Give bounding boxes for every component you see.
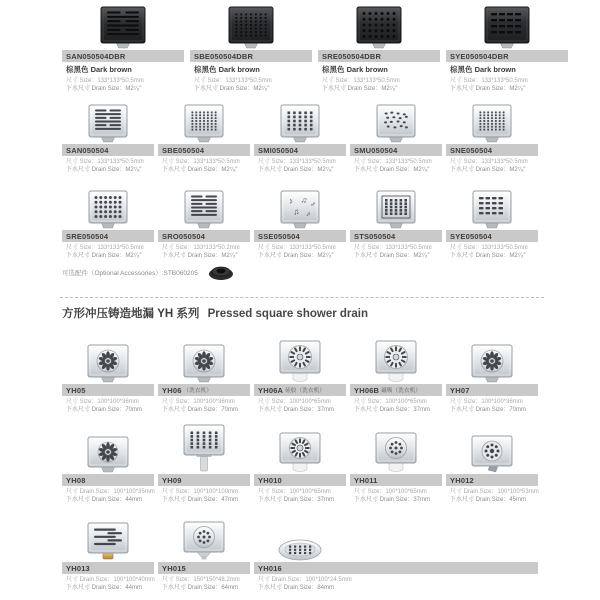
product-code: SSE050504 [258,231,300,241]
product-code: YH09 [162,475,182,485]
product-drain-size: 下水尺寸 Drain Size：70mm [66,407,143,413]
product-specs [318,75,440,93]
product-drain-size: 下水尺寸 Drain Size：M2⁷⁄₈″ [354,253,430,259]
product-card [62,516,154,592]
product-card [62,336,154,414]
product-code-bar [350,230,442,242]
product-specs [62,486,154,504]
product-image [254,100,346,144]
product-card [446,422,538,504]
stainless-row-1 [62,100,538,174]
product-specs [62,242,154,260]
product-code: YH012 [450,475,474,485]
product-code: SRE050504 [66,231,109,241]
product-size: 尺寸 Size：133*133*50.5mm [450,159,528,165]
product-code-bar [254,230,346,242]
product-card [158,422,250,504]
product-image [446,336,538,384]
product-code-bar [254,384,346,396]
section-divider [60,297,544,298]
product-code-bar [446,50,568,62]
product-image [350,336,442,384]
product-card [350,422,442,504]
product-card [350,186,442,260]
product-card [350,336,442,414]
yh-section-title-cn: 方形冲压铸造地漏 YH 系列 [62,308,200,320]
product-code-bar [446,384,538,396]
product-code-bar [158,474,250,486]
product-code: STS050504 [354,231,396,241]
stainless-row-2 [62,186,538,260]
product-drain-size: 下水尺寸 Drain Size：M2⁷⁄₈″ [322,86,398,92]
product-card [350,100,442,174]
product-card [62,186,154,260]
product-code: YH016 [258,563,282,573]
product-specs [254,396,346,414]
product-code: SAN050504 [66,145,109,155]
product-image [254,336,346,384]
product-specs [62,75,184,93]
product-specs [254,574,538,592]
product-code: SYE050504 [450,231,492,241]
product-size: 尺寸 Size：150*150*48.2mm [162,577,240,583]
product-specs [190,75,312,93]
product-card [318,4,440,93]
product-code: YH06 [162,385,182,395]
product-color-note: 棕黑色 Dark brown [194,65,260,74]
dark-brown-row [62,4,568,93]
product-specs [350,486,442,504]
product-code-bar [446,230,538,242]
product-size: 尺寸 Drain Size：100*100*53mm [450,489,539,495]
product-size: 尺寸 Size：100*100*65mm [258,489,331,495]
product-size: 尺寸 Size：133*133*50.5mm [66,159,144,165]
product-code: YH06A [258,385,284,395]
product-size: 尺寸 Size：133*133*50.5mm [354,245,432,251]
svg-text:♪: ♪ [287,195,295,206]
product-image [318,4,440,50]
product-image [158,336,250,384]
product-specs [446,242,538,260]
product-size: 尺寸 Size：133*133*50.5mm [450,245,528,251]
product-image [62,186,154,230]
product-image [158,516,250,562]
product-drain-size: 下水尺寸 Drain Size：64mm [162,585,239,591]
product-size: 尺寸 Size：133*133*50.5mm [162,159,240,165]
product-image [350,422,442,474]
product-code-bar [158,562,250,574]
product-size: 尺寸 Size：133*133*50.5mm [258,245,336,251]
product-size: 尺寸 Size：100*100*65mm [258,399,331,405]
product-specs [446,486,538,504]
product-image [62,516,154,562]
product-specs [158,486,250,504]
product-code-bar [190,50,312,62]
optional-accessories-label: 可选配件（Optional Accessories）:STB060205 [62,269,198,277]
product-image [446,100,538,144]
product-image [254,422,346,474]
yh-row-3 [62,516,538,592]
product-specs [350,156,442,174]
product-specs [254,242,346,260]
product-code-bar [446,474,538,486]
yh-section-title-en: Pressed square shower drain [207,308,369,320]
product-card [446,336,538,414]
product-drain-size: 下水尺寸 Drain Size：M2⁷⁄₈″ [354,167,430,173]
product-drain-size: 下水尺寸 Drain Size：M2⁷⁄₈″ [258,167,334,173]
product-code-bar [62,474,154,486]
product-drain-size: 下水尺寸 Drain Size：37mm [354,497,431,503]
product-size: 尺寸 Size：133*133*50.5mm [322,78,400,84]
product-specs [62,396,154,414]
product-code-bar [62,384,154,396]
product-image [158,186,250,230]
product-code-suffix: 磁吸（洗衣机） [381,388,422,394]
yh-row-2 [62,422,538,504]
product-specs [158,242,250,260]
product-drain-size: 下水尺寸 Drain Size：37mm [258,407,335,413]
product-drain-size: 下水尺寸 Drain Size：70mm [162,407,239,413]
product-code-bar [350,144,442,156]
product-code-bar [62,144,154,156]
product-code: SAN050504DBR [66,51,126,61]
product-code: YH011 [354,475,378,485]
product-specs [62,156,154,174]
product-image [254,516,346,562]
product-image [190,4,312,50]
product-code-bar [254,562,538,574]
product-size: 尺寸 Size：100*100*36mm [450,399,523,405]
product-drain-size: 下水尺寸 Drain Size：M2⁷⁄₈″ [450,253,526,259]
product-drain-size: 下水尺寸 Drain Size：M2⁷⁄₈″ [66,167,142,173]
product-size: 尺寸 Size：133*133*50.5mm [194,78,272,84]
product-card [158,186,250,260]
product-code: YH015 [162,563,186,573]
product-image [446,186,538,230]
svg-text:♫: ♫ [292,206,300,217]
product-size: 尺寸 Size：133*133*50.5mm [450,78,528,84]
product-specs [158,156,250,174]
product-code-bar [158,144,250,156]
product-image [62,422,154,474]
product-specs [254,156,346,174]
product-image [350,186,442,230]
product-code-suffix: 硅胶（洗衣机） [285,388,326,394]
product-code: YH08 [66,475,86,485]
product-card [254,516,538,592]
product-image [62,336,154,384]
product-image [158,422,250,474]
yh-section-title [62,305,368,321]
product-color-note: 棕黑色 Dark brown [66,65,132,74]
product-size: 尺寸 Size：133*133*50.5mm [354,159,432,165]
product-card [62,4,184,93]
optional-accessories-line [62,262,236,282]
product-specs [158,574,250,592]
product-code: SRO050504 [162,231,206,241]
product-drain-size: 下水尺寸 Drain Size：84mm [258,585,335,591]
product-code-bar [446,144,538,156]
product-size: 尺寸 Size：100*100*36mm [162,399,235,405]
product-specs [446,396,538,414]
product-code-suffix: （洗衣机） [183,388,213,394]
product-code-bar [254,144,346,156]
product-size: 尺寸 Size：100*100*36mm [66,399,139,405]
product-size: 尺寸 Size：133*133*50.2mm [162,245,240,251]
product-card [158,100,250,174]
product-card [254,100,346,174]
product-size: 尺寸 Drain Size：100*100*24.5mm [258,577,352,583]
product-drain-size: 下水尺寸 Drain Size：70mm [450,407,527,413]
product-code: SRE050504DBR [322,51,382,61]
product-size: 尺寸 Drain Size：100*100*40mm [66,577,155,583]
product-image [62,100,154,144]
product-code: SBE050504 [162,145,205,155]
product-image [446,4,568,50]
product-size: 尺寸 Size：133*133*50.5mm [258,159,336,165]
product-drain-size: 下水尺寸 Drain Size：45mm [450,497,527,503]
product-card [190,4,312,93]
product-drain-size: 下水尺寸 Drain Size：M2⁷⁄₈″ [450,167,526,173]
product-size: 尺寸 Size：100*100*65mm [354,489,427,495]
product-specs [158,396,250,414]
product-drain-size: 下水尺寸 Drain Size：44mm [66,497,143,503]
product-specs [254,486,346,504]
product-card [158,516,250,592]
product-specs [446,156,538,174]
product-code-bar [350,474,442,486]
product-code: YH010 [258,475,282,485]
product-code: YH05 [66,385,86,395]
svg-text:♪: ♪ [309,198,318,209]
product-drain-size: 下水尺寸 Drain Size：37mm [258,497,335,503]
product-specs [350,242,442,260]
product-code-bar [62,230,154,242]
product-code: YH07 [450,385,470,395]
product-code-bar [62,562,154,574]
svg-text:♫: ♫ [300,195,309,206]
product-drain-size: 下水尺寸 Drain Size：47mm [162,497,239,503]
product-drain-size: 下水尺寸 Drain Size：M2⁷⁄₈″ [66,86,142,92]
product-color-note: 棕黑色 Dark brown [450,65,516,74]
product-size: 尺寸 Size：133*133*50.5mm [66,245,144,251]
product-code-bar [318,50,440,62]
product-code: SMI050504 [258,145,299,155]
product-drain-size: 下水尺寸 Drain Size：M2⁷⁄₈″ [66,253,142,259]
product-code-bar [254,474,346,486]
product-drain-size: 下水尺寸 Drain Size：M2⁷⁄₈″ [162,167,238,173]
product-size: 尺寸 Drain Size：100*100*35mm [66,489,155,495]
product-card [254,336,346,414]
product-code: SMU050504 [354,145,398,155]
product-drain-size: 下水尺寸 Drain Size：M2⁷⁄₈″ [258,253,334,259]
accessory-image [206,262,236,282]
product-color-note: 棕黑色 Dark brown [322,65,388,74]
product-card [254,186,346,260]
product-size: 尺寸 Size：133*133*50.5mm [66,78,144,84]
product-image [158,100,250,144]
product-code: YH06B [354,385,380,395]
product-drain-size: 下水尺寸 Drain Size：M2⁷⁄₈″ [194,86,270,92]
product-drain-size: 下水尺寸 Drain Size：M2⁷⁄₈″ [162,253,238,259]
product-code-bar [158,230,250,242]
product-card [158,336,250,414]
product-code: SYE050504DBR [450,51,509,61]
yh-row-1 [62,336,538,414]
product-card [254,422,346,504]
product-size: 尺寸 Size：100*100*65mm [354,399,427,405]
product-card [446,100,538,174]
product-drain-size: 下水尺寸 Drain Size：37mm [354,407,431,413]
product-specs [350,396,442,414]
product-code: YH013 [66,563,90,573]
product-size: 尺寸 Size：100*100*100mm [162,489,239,495]
product-image [254,186,346,230]
product-drain-size: 下水尺寸 Drain Size：M2⁷⁄₈″ [450,86,526,92]
product-image [62,4,184,50]
product-specs [62,574,154,592]
product-drain-size: 下水尺寸 Drain Size：44mm [66,585,143,591]
product-card [62,100,154,174]
product-image [446,422,538,474]
product-card [62,422,154,504]
product-card [446,4,568,93]
product-code-bar [350,384,442,396]
product-code: SBE050504DBR [194,51,254,61]
svg-text:♪: ♪ [305,208,312,219]
product-specs [446,75,568,93]
product-card [446,186,538,260]
product-code: SNE050504 [450,145,493,155]
product-image [350,100,442,144]
product-code-bar [158,384,250,396]
product-code-bar [62,50,184,62]
